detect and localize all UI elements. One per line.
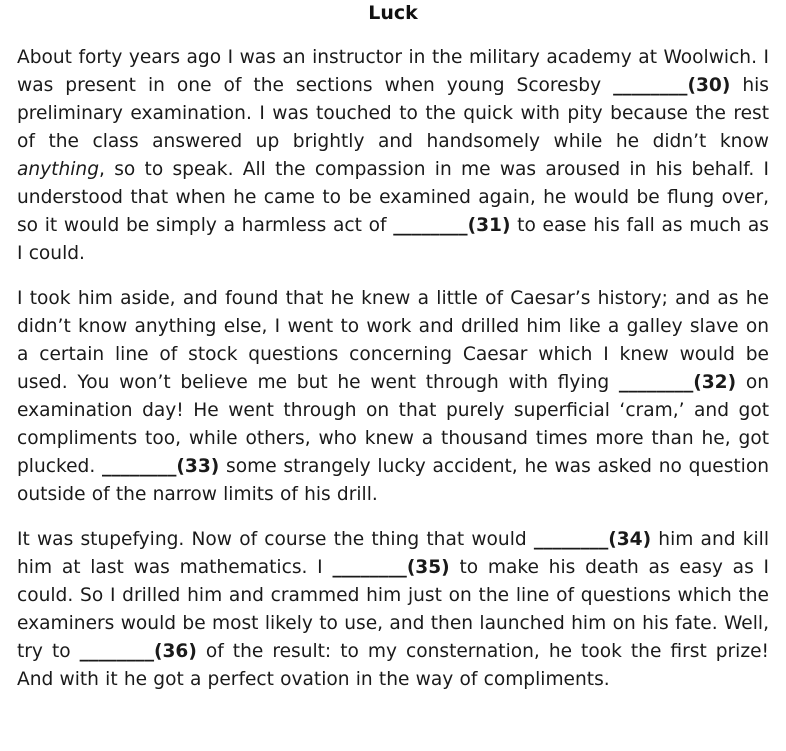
answer-blank-32: ________ (618, 372, 694, 393)
paragraph-text: About forty years ago I was an instructor in the military academy at Woolwich. I was present in one of the sections when young Scoresby (17, 47, 769, 96)
paragraph-text: him and kill him at last was mathematics. I (17, 529, 769, 578)
question-number-33: (33) (176, 456, 220, 477)
paragraph-3 (17, 526, 769, 694)
question-number-31: (31) (467, 215, 511, 236)
paragraph-text: on examination day! He went through on that purely superficial ‘cram,’ and got compliments too, while others, who knew a thousand times more than he, got plucked. (17, 372, 769, 477)
question-number-35: (35) (406, 557, 450, 578)
answer-blank-33: ________ (102, 456, 177, 477)
paragraph-1 (17, 44, 769, 268)
emphasized-word: anything (17, 159, 100, 180)
page-title: Luck (368, 2, 418, 24)
paragraph-2 (17, 285, 769, 509)
answer-blank-34: ________ (533, 529, 609, 550)
question-number-34: (34) (608, 529, 652, 550)
paragraph-text: of the result: to my consternation, he took the first prize! And with it he got a perfect ovation in the way of compliments. (17, 641, 770, 690)
question-number-36: (36) (154, 641, 197, 662)
paragraph-text: , so to speak. All the compassion in me was aroused in his behalf. I understood that when he came to be examined again, he would be flung over, so it would be simply a harmless act of (17, 159, 769, 236)
answer-blank-36: ________ (79, 641, 154, 662)
paragraph-text: to ease his fall as much as I could. (17, 215, 769, 264)
answer-blank-31: ________ (393, 215, 468, 236)
answer-blank-30: ________ (613, 75, 688, 96)
paragraph-text: I took him aside, and found that he knew a little of Caesar’s history; and as he didn’t know anything else, I went to work and drilled him like a galley slave on a certain line of stock questions concerning Caesar which I knew would be used. You won’t believe me but he went through with flying (17, 288, 769, 393)
question-number-30: (30) (687, 75, 731, 96)
paragraph-text: his preliminary examination. I was touched to the quick with pity because the rest of the class answered up brightly and handsomely while he didn’t know (17, 75, 769, 152)
paragraph-text: some strangely lucky accident, he was asked no question outside of the narrow limits of his drill. (17, 456, 769, 505)
paragraph-text: to make his death as easy as I could. So I drilled him and crammed him just on the line of questions which the examiners would be most likely to use, and then launched him on his fate. Well, try to (17, 557, 770, 662)
question-number-32: (32) (693, 372, 737, 393)
answer-blank-35: ________ (332, 557, 407, 578)
paragraph-text: It was stupefying. Now of course the thing that would (17, 529, 534, 550)
